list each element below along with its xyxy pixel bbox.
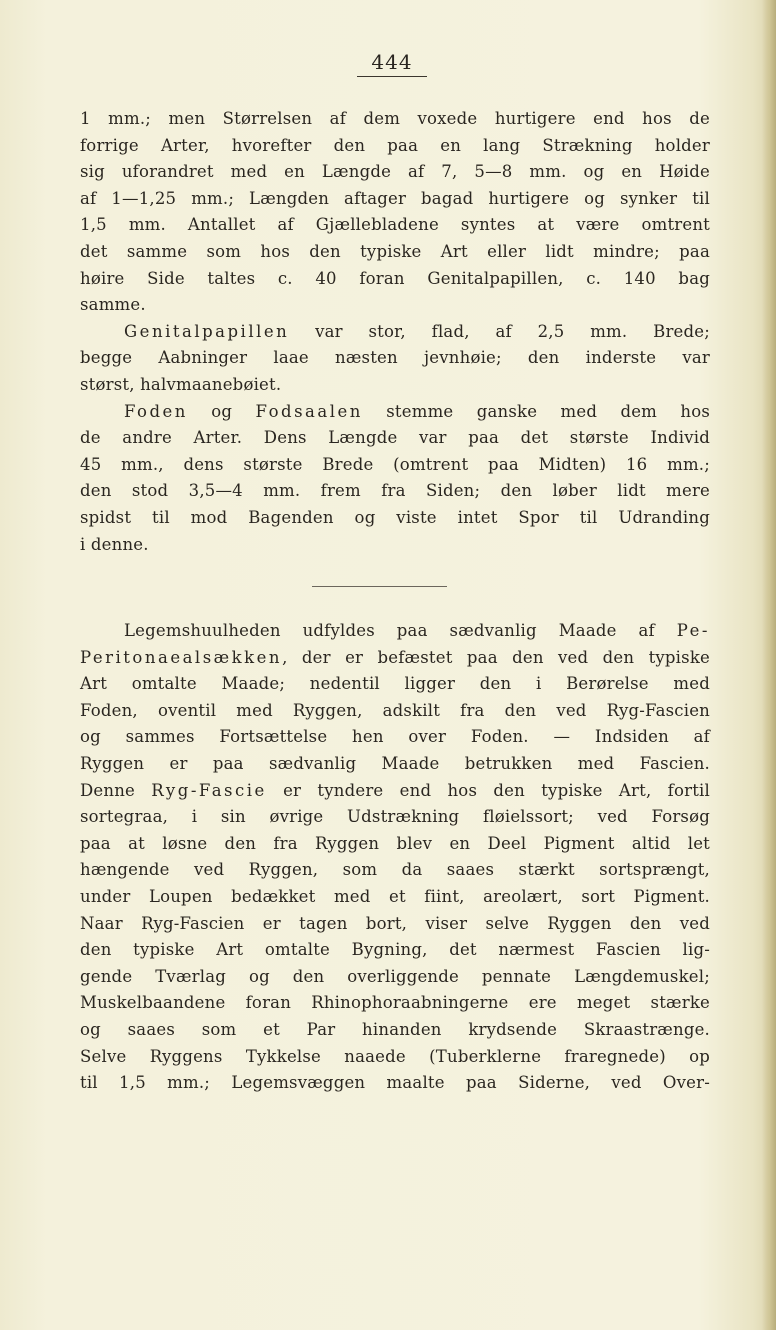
text-line: Peritonaealsækken, der er befæstet paa den ved den typiske bbox=[80, 647, 710, 667]
paragraph-3 bbox=[80, 399, 710, 559]
text-line: hængende ved Ryggen, som da saaes stærkt sortsprængt, bbox=[80, 860, 710, 880]
spaced-term: Peritonaealsækken bbox=[80, 647, 283, 667]
spaced-term: Ryg-Fascie bbox=[151, 780, 267, 800]
divider-rule bbox=[312, 586, 447, 587]
text-line: Art omtalte Maade; nedentil ligger den i Berørelse med bbox=[80, 674, 710, 694]
text-line: i denne. bbox=[80, 534, 149, 554]
text-line: begge Aabninger laae næsten jevnhøie; den inderste var bbox=[80, 348, 710, 368]
page-number: 444 bbox=[0, 50, 776, 77]
text-line: Foden og Fodsaalen stemme ganske med dem hos bbox=[124, 401, 711, 421]
text-line: Legemshuulheden udfyldes paa sædvanlig Maade af Pe- bbox=[124, 621, 710, 641]
text-line: af 1—1,25 mm.; Længden aftager bagad hurtigere og synker til bbox=[80, 188, 710, 208]
text-line: sig uforandret med en Længde af 7, 5—8 mm. og en Høide bbox=[80, 162, 710, 182]
text-line: paa at løsne den fra Ryggen blev en Deel Pigment altid let bbox=[80, 833, 710, 853]
text-line: Genitalpapillen var stor, flad, af 2,5 mm. Brede; bbox=[124, 321, 710, 341]
spaced-term: Genitalpapillen bbox=[124, 321, 290, 341]
text-line: spidst til mod Bagenden og viste intet Spor til Udranding bbox=[80, 507, 710, 527]
text-line: 1 mm.; men Størrelsen af dem voxede hurtigere end hos de bbox=[80, 109, 710, 128]
text-line: den typiske Art omtalte Bygning, det nærmest Fascien lig- bbox=[80, 940, 710, 960]
paragraph-2 bbox=[80, 319, 710, 399]
text-line: samme. bbox=[80, 295, 146, 315]
text-line: Naar Ryg-Fascien er tagen bort, viser selve Ryggen den ved bbox=[80, 913, 710, 933]
body-text bbox=[80, 106, 710, 1097]
text-line: høire Side taltes c. 40 foran Genitalpapillen, c. 140 bag bbox=[80, 268, 710, 288]
text-line: 1,5 mm. Antallet af Gjællebladene syntes at være omtrent bbox=[80, 215, 710, 235]
text-line: Selve Ryggens Tykkelse naaede (Tuberklerne fraregnede) op bbox=[80, 1046, 710, 1066]
spaced-term: Foden bbox=[124, 401, 188, 421]
text-line: størst, halvmaanebøiet. bbox=[80, 374, 282, 394]
text-line: det samme som hos den typiske Art eller lidt mindre; paa bbox=[80, 241, 710, 261]
text-line: og sammes Fortsættelse hen over Foden. — Indsiden af bbox=[80, 727, 710, 747]
text-line: under Loupen bedækket med et fiint, areolært, sort Pigment. bbox=[80, 887, 710, 907]
text-line: sortegraa, i sin øvrige Udstrækning fløielssort; ved Forsøg bbox=[80, 807, 710, 827]
section-divider bbox=[80, 558, 710, 618]
book-spine-edge bbox=[762, 0, 776, 1330]
text-line: forrige Arter, hvorefter den paa en lang Strækning holder bbox=[80, 135, 710, 155]
spaced-term: Pe- bbox=[676, 621, 710, 641]
text-line: Foden, oventil med Ryggen, adskilt fra den ved Ryg-Fascien bbox=[80, 700, 710, 720]
text-line: de andre Arter. Dens Længde var paa det største Individ bbox=[80, 428, 710, 448]
text-line: 45 mm., dens største Brede (omtrent paa Midten) 16 mm.; bbox=[80, 454, 710, 474]
text-line: gende Tværlag og den overliggende pennate Længdemuskel; bbox=[80, 966, 710, 986]
text-line: til 1,5 mm.; Legemsvæggen maalte paa Siderne, ved Over- bbox=[80, 1073, 710, 1093]
text-line: og saaes som et Par hinanden krydsende Skraastrænge. bbox=[80, 1020, 710, 1039]
spaced-term: Fodsaalen bbox=[255, 401, 363, 421]
paragraph-1 bbox=[80, 106, 710, 319]
text-line: den stod 3,5—4 mm. frem fra Siden; den løber lidt mere bbox=[80, 481, 710, 501]
text-line: Ryggen er paa sædvanlig Maade betrukken med Fascien. bbox=[80, 754, 710, 774]
paragraph-4 bbox=[80, 618, 710, 1097]
text-line: Denne Ryg-Fascie er tyndere end hos den typiske Art, fortil bbox=[80, 780, 710, 800]
text-line: Muskelbaandene foran Rhinophoraabningerne ere meget stærke bbox=[80, 993, 710, 1013]
